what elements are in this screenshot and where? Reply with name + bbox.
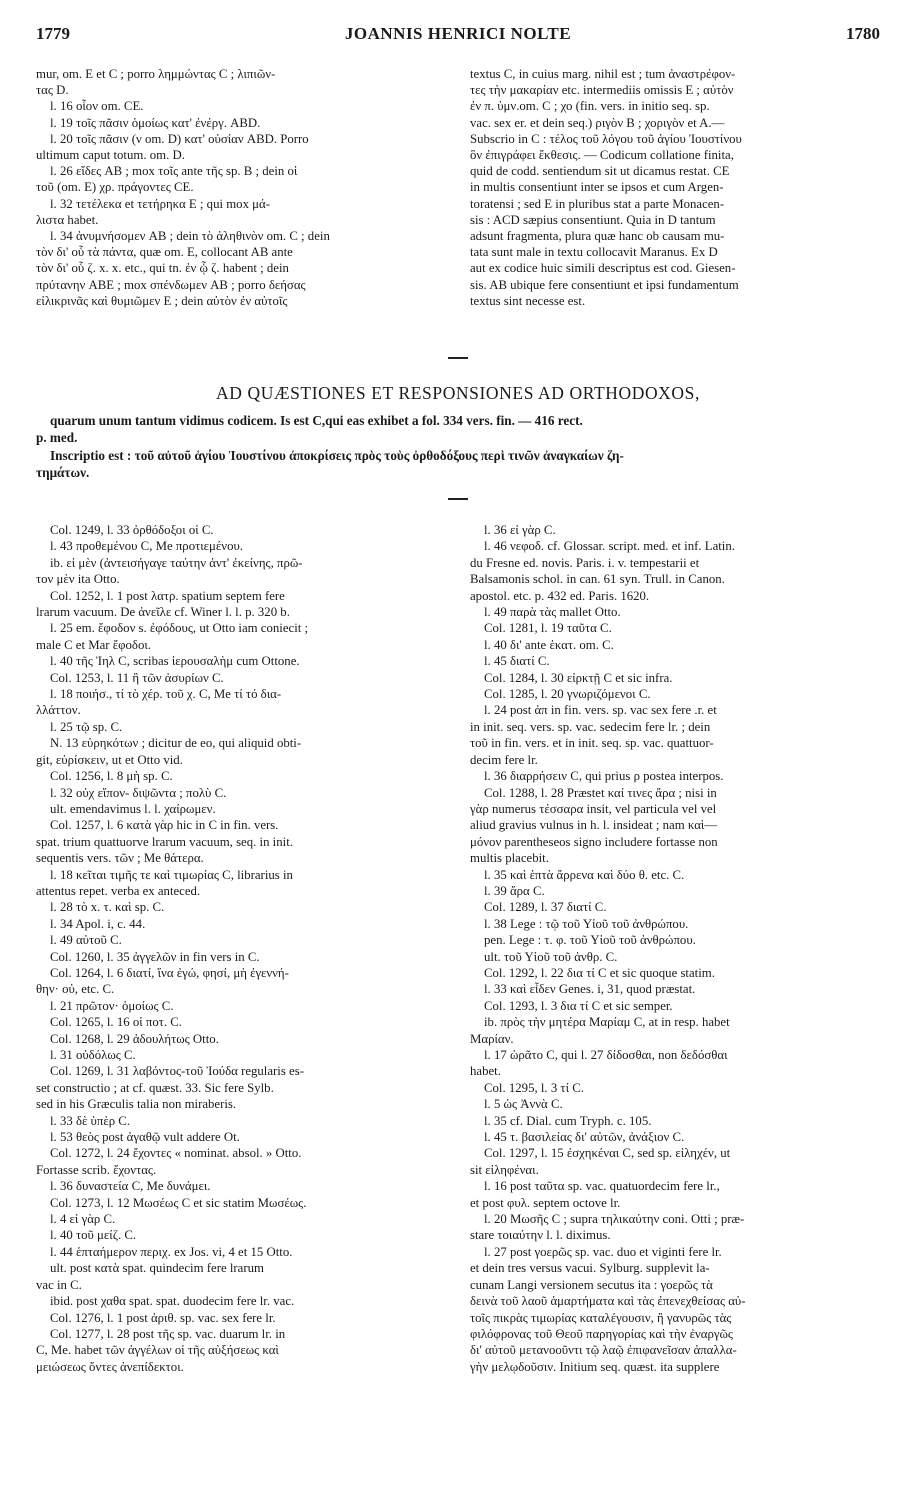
text-line: et post φυλ. septem octove lr. [470,1195,621,1210]
text-line: λιστα habet. [36,212,99,227]
text-line: l. 25 τῷ sp. C. [50,719,123,734]
text-line: adsunt fragmenta, plura quæ hanc ob causam mu- [470,229,725,244]
text-line: τοῦ in fin. vers. et in init. seq. sp. vac. quattuor- [470,736,714,751]
text-line: in init. seq. vers. sp. vac. sedecim fere lr. ; dein [470,719,711,734]
text-line: Col. 1285, l. 20 γνωριζόμενοι C. [484,687,651,702]
text-line: ib. πρὸς τὴν μητέρα Μαρίαμ C, at in resp. habet [484,1015,730,1030]
text-line: vac. sex er. et dein seq.) ριγὸν B ; χοριγὸν et A.— [470,115,725,130]
text-line: l. 33 δὲ ὑπὲρ C. [50,1113,131,1128]
text-line: attentus repet. verba ex anteced. [36,883,201,898]
section-intro [36,412,882,482]
text-line: λλάττον. [36,703,81,718]
bottom-right-column [470,522,880,1375]
text-line: l. 35 cf. Dial. cum Tryph. c. 105. [484,1113,652,1128]
text-line: l. 18 ποιήσ., τί τὸ χέρ. τοῦ χ. C, Me τί τό δια- [50,687,282,702]
text-line: toratensi ; sed E in pluribus stat a parte Monacen- [470,196,725,211]
text-line: ibid. post χαθα spat. spat. duodecim fere lr. vac. [50,1294,295,1309]
text-line: l. 35 καὶ ἑπτὰ ἄρρενα καὶ δύο θ. etc. C. [484,867,685,882]
text-line: l. 34 ἀνυμνήσομεν AB ; dein τὸ ἀληθινὸν om. C ; dein [50,229,330,244]
text-line: pen. Lege : τ. φ. τοῦ Υἱοῦ τοῦ ἀνθρώπου. [484,933,696,948]
text-line: sis : ACD sæpius consentiunt. Quia in D tantum [470,212,716,227]
text-line: Subscrio in C : τέλος τοῦ λόγου τοῦ ἁγίου Ἰουστίνου [470,131,742,146]
text-line: et dein tres versus vacui. Sylburg. supplevit la- [470,1261,710,1276]
text-line: τας D. [36,83,69,98]
text-line: l. 16 οἷον om. CE. [50,99,144,114]
text-line: ult. emendavimus l. l. χαίρωμεν. [50,801,216,816]
text-line: l. 45 τ. βασιλείας δι' αὐτῶν, ἀνάξιον C. [484,1130,685,1145]
text-line: multis placebit. [470,851,549,866]
text-line: Col. 1253, l. 11 ἢ τῶν ἀσυρίων C. [50,670,224,685]
text-line: l. 36 εἰ γὰρ C. [484,523,556,537]
text-line: p. med. [36,430,78,446]
text-line: l. 49 παρὰ τὰς mallet Otto. [484,605,621,620]
text-line: θην· οὐ, etc. C. [36,982,115,997]
text-line: Balsamonis schol. in can. 61 syn. Trull. in Canon. [470,572,725,587]
text-line: Inscriptio est : τοῦ αὐτοῦ ἁγίου Ἰουστίνου ἀποκρίσεις πρὸς τοὺς ὀρθοδόξους περὶ τινῶν ἀναγκαίων ζη- [50,447,624,463]
text-line: τοῦ (om. E) χρ. πράγοντες CE. [36,180,194,195]
text-line: ultimum caput totum. om. D. [36,148,185,163]
text-line: habet. [470,1064,501,1079]
text-line: l. 36 δυναστεία C, Me δυνάμει. [50,1179,211,1194]
text-line: ult. τοῦ Υἱοῦ τοῦ ἀνθρ. C. [484,949,618,964]
running-head [36,24,880,54]
top-left-column [36,66,446,309]
text-line: lrarum vacuum. De ἀνεῖλε cf. Winer l. l. p. 320 b. [36,605,290,620]
top-columns [36,66,882,346]
text-line: l. 27 post γοερῶς sp. vac. duo et viginti fere lr. [484,1244,722,1259]
text-line: l. 43 προθεμένου C, Me προτιεμένου. [50,539,244,554]
text-line: cunam Langi versionem secutus ita : γοερῶς τὰ [470,1277,713,1292]
text-line: γὴν μελῳδοῦσιν. Initium seq. quæst. ita supplere [470,1359,720,1374]
text-line: l. 25 em. ἔφοδον s. ἐφόδους, ut Otto iam coniecit ; [50,621,309,636]
text-line: ἐν π. ὑμν.om. C ; χο (fin. vers. in initio seq. sp. [470,99,710,114]
text-line: Col. 1297, l. 15 ἐσχηκέναι C, sed sp. εἰληχέν, ut [484,1146,731,1161]
text-line: l. 20 Μωσῆς C ; supra τηλικαύτην coni. Otti ; præ- [484,1212,745,1227]
text-line: spat. trium quattuorve lrarum vacuum, seq. in init. [36,834,293,849]
text-line: l. 18 κεῖται τιμῆς τε καὶ τιμωρίας C, librarius in [50,867,293,882]
text-line: Col. 1269, l. 31 λαβόντος-τοῦ Ἰούδα regularis es- [50,1064,304,1079]
text-line: l. 45 διατί C. [484,654,550,669]
text-line: l. 40 δι' ante ἑκατ. om. C. [484,637,614,652]
text-line: Col. 1288, l. 28 Præstet καί τινες ἄρα ; nisi in [484,785,717,800]
text-line: du Fresne ed. novis. Paris. i. v. tempestarii et [470,555,700,570]
text-line: Col. 1249, l. 33 ὀρθόδοξοι οἱ C. [50,523,214,537]
text-line: Fortasse scrib. ἔχοντας. [36,1162,157,1177]
text-line: quarum unum tantum vidimus codicem. Is est C,qui eas exhibet a fol. 334 vers. fin. — 416 rect. [50,413,583,428]
text-line: μόνον parentheseos signo includere fortasse non [470,834,718,849]
text-line: τον μὲν ita Otto. [36,572,120,587]
text-line: Col. 1273, l. 12 Μωσέως C et sic statim Μωσέως. [50,1195,307,1210]
top-right-column [470,66,880,309]
text-line: l. 5 ὡς Ἀννὰ C. [484,1097,563,1112]
text-line: l. 19 τοῖς πᾶσιν ὁμοίως κατ' ἐνέργ. ABD. [50,115,261,130]
text-line: aut ex codice huic simili descriptus est cod. Giesen- [470,261,736,276]
text-line: Col. 1252, l. 1 post λατρ. spatium septem fere [50,588,285,603]
text-line: Col. 1260, l. 35 ἀγγελῶν in fin vers in C. [50,949,260,964]
text-line: in multis consentiunt inter se ipsos et cum Argen- [470,180,724,195]
text-line: ult. post κατὰ spat. quindecim fere lrarum [50,1261,264,1276]
text-line: l. 4 εἰ γὰρ C. [50,1212,116,1227]
text-line: l. 24 post ἀπ in fin. vers. sp. vac sex fere .r. et [484,703,717,718]
text-line: l. 38 Lege : τῷ τοῦ Υἱοῦ τοῦ ἀνθρώπου. [484,916,689,931]
text-line: γὰρ numerus τέσσαρα insit, vel particula vel vel [470,801,717,816]
text-line: git, εὑρίσκειν, ut et Otto vid. [36,752,183,767]
text-line: vac in C. [36,1277,82,1292]
text-line: aliud gravius vulnus in h. l. insideat ; nam καὶ— [470,818,718,833]
section-separator [448,357,468,359]
text-line: sit εἰληφέναι. [470,1162,539,1177]
text-line: τοῖς πικρὰς τιμωρίας καταλέγουσιν, ἢ γανυρῶς τὰς [470,1310,732,1325]
text-line: Col. 1265, l. 16 οἱ ποτ. C. [50,1015,183,1030]
text-line: l. 32 τετέλεκα et τετήρηκα E ; qui mox μά- [50,196,271,211]
text-line: l. 40 τῆς Ἰηλ C, scribas ἱερουσαλὴμ cum Ottone. [50,654,300,669]
text-line: φιλόφρονας τοῦ Θεοῦ παρηγορίας καὶ τὴν ἐναργῶς [470,1326,733,1341]
text-line: l. 33 καὶ εἶδεν Genes. i, 31, quod præstat. [484,982,696,997]
text-line: apostol. etc. p. 432 ed. Paris. 1620. [470,588,650,603]
text-line: textus sint necesse est. [470,293,586,308]
text-line: Col. 1268, l. 29 ἀδουλήτως Otto. [50,1031,219,1046]
text-line: tata sunt male in textu collocavit Maranus. Ex D [470,245,718,260]
text-line: Col. 1257, l. 6 κατὰ γὰρ hic in C in fin. vers. [50,818,279,833]
page-number-right: 1780 [846,24,880,43]
text-line: Col. 1293, l. 3 δια τί C et sic semper. [484,998,673,1013]
text-line: ib. εἰ μὲν (ἀντεισήγαγε ταύτην ἀντ' ἐκείνης, πρῶ- [50,555,303,570]
text-line: l. 36 διαρρήσειν C, qui prius ρ postea interpos. [484,769,724,784]
text-line: Col. 1295, l. 3 τί C. [484,1080,584,1095]
text-line: ὃν ἐπιγράφει ἔκθεσις. — Codicum collatione finita, [470,148,734,163]
text-line: l. 44 ἑπταήμερον περιχ. ex Jos. vi, 4 et 15 Otto. [50,1244,293,1259]
text-line: τὸν δι' οὗ ζ. x. x. etc., qui tn. ἐν ᾧ ζ. habent ; dein [36,261,289,276]
text-line: Col. 1276, l. 1 post ἀριθ. sp. vac. sex fere lr. [50,1310,276,1325]
text-line: Col. 1281, l. 19 ταῦτα C. [484,621,612,636]
text-line: τημάτων. [36,465,90,481]
text-line: δι' αὐτοῦ μετανοοῦντι τῷ λαῷ ἐπιφανεῖσαν ἀπαλλα- [470,1343,737,1358]
text-line: l. 31 οὐδόλως C. [50,1048,136,1062]
text-line: sis. AB ubique fere consentiunt et ipsi fundamentum [470,277,739,292]
text-line: Col. 1292, l. 22 δια τί C et sic quoque statim. [484,965,715,980]
text-line: τες τὴν μακαρίαν etc. intermediis omissis E ; αὐτὸν [470,83,734,98]
section-title: AD QUÆSTIONES ET RESPONSIONES AD ORTHODOXOS, [216,383,700,403]
text-line: μειώσεως ὄντες ἀνεπίδεκτοι. [36,1359,184,1374]
intro-separator [448,498,468,500]
text-line: l. 53 θεὸς post ἀγαθῷ vult addere Ot. [50,1130,240,1145]
text-line: l. 28 τὸ x. τ. καὶ sp. C. [50,900,165,915]
text-line: Col. 1264, l. 6 διατί, ἵνα ἐγώ, φησί, μὴ ἐγεννή- [50,965,289,980]
text-line: male C et Mar ἔφοδοι. [36,637,151,652]
text-line: Col. 1284, l. 30 εἰρκτῇ C et sic infra. [484,670,673,685]
text-line: decim fere lr. [470,752,538,767]
text-line: l. 21 πρῶτον· ὁμοίως C. [50,998,174,1013]
text-line: Col. 1256, l. 8 μὴ sp. C. [50,769,173,784]
text-line: l. 32 οὐχ εἴπον- διψῶντα ; πολὺ C. [50,785,227,800]
text-line: sed in his Græculis talia non miraberis. [36,1097,237,1112]
text-line: C, Me. habet τῶν ἀγγέλων οἱ τῆς αὐξήσεως καὶ [36,1343,279,1358]
text-line: Col. 1289, l. 37 διατί C. [484,900,607,915]
text-line: Col. 1277, l. 28 post τῆς sp. vac. duarum lr. in [50,1326,286,1341]
text-line: l. 39 ἄρα C. [484,883,545,898]
text-line: l. 49 αὐτοῦ C. [50,933,122,948]
text-line: l. 20 τοῖς πᾶσιν (ν om. D) κατ' οὐσίαν ABD. Porro [50,131,309,146]
text-line: N. 13 εὑρηκότων ; dicitur de eo, qui aliquid obti- [50,736,302,751]
text-line: l. 17 ὡρᾶτο C, qui l. 27 δίδοσθαι, non δεδόσθαι [484,1048,728,1062]
bottom-columns [36,522,882,1482]
text-line: Col. 1272, l. 24 ἔχοντες « nominat. absol. » Otto. [50,1146,302,1161]
text-line: δεινὰ τοῦ λαοῦ ἁμαρτήματα καὶ τὰς ἐπενεχθείσας αὐ- [470,1294,746,1309]
text-line: l. 34 Apol. i, c. 44. [50,916,146,931]
bottom-left-column [36,522,446,1375]
text-line: l. 46 νεφοδ. cf. Glossar. script. med. et inf. Latin. [484,539,735,554]
text-line: πρύτανην ABE ; mox σπένδωμεν AB ; porro δεήσας [36,277,306,292]
text-line: Μαρίαν. [470,1031,514,1046]
text-line: l. 26 εἴδες AB ; mox τοῖς ante τῆς sp. B ; dein οἱ [50,164,298,179]
page-number-left: 1779 [36,24,70,43]
text-line: set constructio ; at cf. quæst. 33. Sic fere Sylb. [36,1080,274,1095]
text-line: quid de codd. sentiendum sit ut dicamus restat. CE [470,164,730,179]
text-line: τὸν δι' οὗ τὰ πάντα, quæ om. E, collocant AB ante [36,245,293,260]
text-line: l. 40 τοῦ μείζ. C. [50,1228,137,1243]
text-line: textus C, in cuius marg. nihil est ; tum ἀναστρέφον- [470,67,736,81]
text-line: mur, om. E et C ; porro λημμώντας C ; λιπιῶν- [36,67,276,81]
text-line: sequentis vers. τῶν ; Me θάτερα. [36,851,204,866]
text-line: l. 16 post ταῦτα sp. vac. quatuordecim fere lr., [484,1179,720,1194]
text-line: stare τοιαύτην l. l. diximus. [470,1228,611,1243]
running-title: JOANNIS HENRICI NOLTE [344,24,572,43]
text-line: εἰλικρινᾶς καὶ θυμιῶμεν E ; dein αὐτὸν ἐν αὐτοῖς [36,293,288,308]
